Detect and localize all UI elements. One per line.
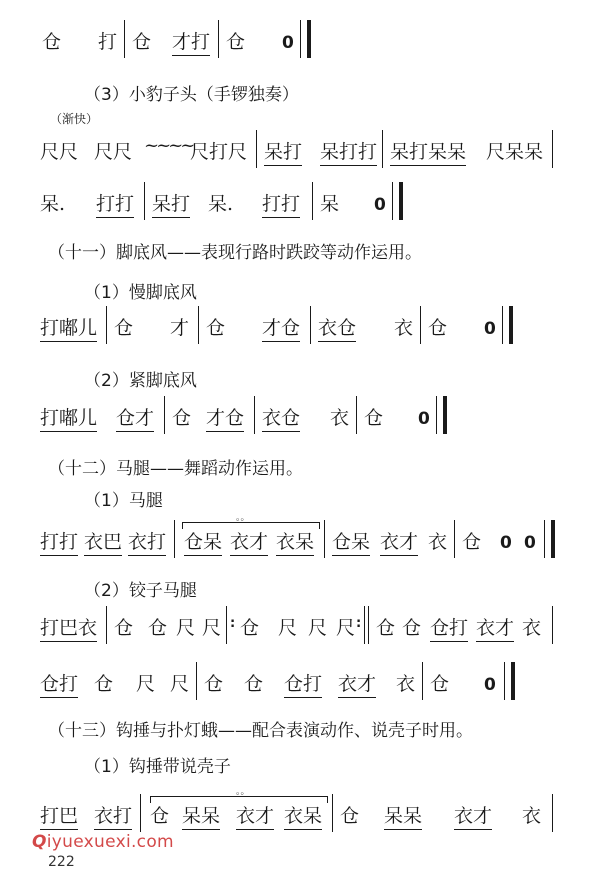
- bar-line: [454, 520, 455, 558]
- notation-line-9: [40, 787, 569, 832]
- note: 衣: [522, 805, 542, 827]
- note: 打嘟儿: [40, 317, 98, 339]
- bar-line: [382, 130, 383, 168]
- notation-line-4: [40, 304, 569, 344]
- page-number: 222: [48, 854, 75, 870]
- rest-zero: 0: [484, 675, 496, 695]
- notation-line-6: [40, 513, 569, 558]
- note: 仓: [150, 805, 170, 827]
- note: 呆打: [152, 193, 191, 215]
- note: 仓: [94, 673, 114, 695]
- note: 仓才: [116, 407, 155, 429]
- note: 仓: [462, 531, 482, 553]
- bar-line: [254, 396, 255, 434]
- notation-line-2: [40, 128, 569, 168]
- note: 衣才: [236, 805, 275, 827]
- note: 衣才: [338, 673, 377, 695]
- note: 衣才: [476, 617, 515, 639]
- note: 衣才: [230, 531, 269, 553]
- bar-line: [310, 306, 311, 344]
- ring-marks: 。。: [236, 787, 250, 797]
- note: 衣才: [380, 531, 419, 553]
- bar-line: [174, 520, 175, 558]
- bar-line: [552, 130, 553, 168]
- rest-zero: 0: [484, 319, 496, 339]
- tempo-mark: （渐快）: [50, 112, 99, 126]
- bar-line: [422, 662, 423, 700]
- final-bar: [300, 20, 311, 58]
- note: 尺呆呆: [486, 141, 544, 163]
- notation-line-5: [40, 394, 569, 434]
- note: 仓: [172, 407, 192, 429]
- note: 衣: [428, 531, 448, 553]
- note: 呆.: [208, 193, 234, 215]
- bar-line: [332, 794, 333, 832]
- bar-line: [364, 606, 365, 644]
- bar-line: [164, 396, 165, 434]
- note: 呆呆: [182, 805, 221, 827]
- bar-line: [552, 794, 553, 832]
- sub-heading: （1）慢脚底风: [84, 283, 197, 303]
- note: 衣仓: [262, 407, 301, 429]
- final-bar: [436, 396, 447, 434]
- note: 尺打尺: [190, 141, 248, 163]
- note: 呆: [320, 193, 340, 215]
- note: 仓呆: [184, 531, 223, 553]
- note: 衣呆: [284, 805, 323, 827]
- note: 尺: [278, 617, 298, 639]
- note: 衣打: [128, 531, 167, 553]
- note: 衣: [394, 317, 414, 339]
- note: 尺: [308, 617, 328, 639]
- note: 尺: [170, 673, 190, 695]
- notation-line-1: [40, 18, 569, 58]
- note: 尺尺: [94, 141, 133, 163]
- note: 打: [98, 31, 118, 53]
- note: 仓: [430, 673, 450, 695]
- note: 衣呆: [276, 531, 315, 553]
- note: 打打: [40, 531, 79, 553]
- repeat-dots: :: [356, 616, 362, 631]
- note: 才仓: [262, 317, 301, 339]
- sub-heading: （2）铰子马腿: [84, 581, 197, 601]
- note: 仓: [340, 805, 360, 827]
- note: 仓: [206, 317, 226, 339]
- rest-zero: 0: [500, 533, 512, 553]
- note: 才仓: [206, 407, 245, 429]
- sub-heading: （2）紧脚底风: [84, 371, 197, 391]
- watermark-text: iyuexuexi.com: [46, 832, 174, 852]
- note: 尺: [136, 673, 156, 695]
- note: 衣: [396, 673, 416, 695]
- note: 仓: [132, 31, 152, 53]
- final-bar: [502, 306, 513, 344]
- note: 呆打呆呆: [390, 141, 467, 163]
- note: 打嘟儿: [40, 407, 98, 429]
- bar-line: [226, 606, 227, 644]
- repeat-bracket: [150, 796, 328, 803]
- note: 才打: [172, 31, 211, 53]
- note: 尺: [202, 617, 222, 639]
- repeat-dots: :: [230, 616, 236, 631]
- final-bar: [392, 182, 403, 220]
- sub-heading: （1）马腿: [84, 491, 163, 511]
- watermark: [32, 832, 174, 852]
- section-heading: （十二）马腿——舞蹈动作运用。: [48, 459, 303, 479]
- note: 仓: [204, 673, 224, 695]
- note: 仓: [376, 617, 396, 639]
- note: 打巴衣: [40, 617, 98, 639]
- note: 仓: [226, 31, 246, 53]
- note: 仓打: [430, 617, 469, 639]
- note: 衣才: [454, 805, 493, 827]
- note: 打巴: [40, 805, 79, 827]
- note: 呆打: [264, 141, 303, 163]
- note: 仓: [428, 317, 448, 339]
- rest-zero: 0: [282, 33, 294, 53]
- note: 仓: [114, 317, 134, 339]
- rest-zero: 0: [524, 533, 536, 553]
- rest-zero: 0: [418, 409, 430, 429]
- note: 仓打: [284, 673, 323, 695]
- note: 仓: [114, 617, 134, 639]
- note: 衣: [330, 407, 350, 429]
- tremolo-mark: ~~~~: [144, 135, 193, 156]
- ring-marks: 。。: [236, 513, 250, 523]
- sub-heading: （1）钩捶带说壳子: [84, 757, 231, 777]
- section-heading: （十一）脚底风——表现行路时跌跤等动作运用。: [48, 243, 422, 263]
- bar-line: [420, 306, 421, 344]
- bar-line: [140, 794, 141, 832]
- bar-line: [106, 606, 107, 644]
- bar-line: [124, 20, 125, 58]
- section-heading: （十三）钩捶与扑灯蛾——配合表演动作、说壳子时用。: [48, 721, 473, 741]
- note: 衣巴: [84, 531, 123, 553]
- bar-line: [324, 520, 325, 558]
- note: 才: [170, 317, 190, 339]
- bar-line: [552, 606, 553, 644]
- note: 仓: [244, 673, 264, 695]
- bar-line: [144, 182, 145, 220]
- notation-line-8: [40, 660, 569, 700]
- section-heading: （3）小豹子头（手锣独奏）: [84, 85, 299, 105]
- note: 尺尺: [40, 141, 79, 163]
- note: 呆呆: [384, 805, 423, 827]
- note: 仓: [364, 407, 384, 429]
- note: 仓: [148, 617, 168, 639]
- note: 尺: [176, 617, 196, 639]
- note: 衣仓: [318, 317, 357, 339]
- note: 呆打打: [320, 141, 378, 163]
- bar-line: [356, 396, 357, 434]
- note: 仓: [42, 31, 62, 53]
- notation-line-3: [40, 180, 569, 220]
- note: 打打: [96, 193, 135, 215]
- repeat-bracket: [182, 522, 320, 529]
- bar-line: [312, 182, 313, 220]
- rest-zero: 0: [374, 195, 386, 215]
- watermark-logo: Q: [32, 832, 47, 852]
- final-bar: [544, 520, 555, 558]
- notation-line-7: [40, 604, 569, 644]
- final-bar: [504, 662, 515, 700]
- note: 衣打: [94, 805, 133, 827]
- note: 衣: [522, 617, 542, 639]
- note: 打打: [262, 193, 301, 215]
- bar-line: [198, 306, 199, 344]
- bar-line: [218, 20, 219, 58]
- note: 仓打: [40, 673, 79, 695]
- bar-line: [256, 130, 257, 168]
- bar-line: [106, 306, 107, 344]
- note: 尺: [336, 617, 356, 639]
- note: 呆.: [40, 193, 66, 215]
- bar-line: [196, 662, 197, 700]
- note: 仓: [402, 617, 422, 639]
- note: 仓: [240, 617, 260, 639]
- bar-line: [368, 606, 369, 644]
- note: 仓呆: [332, 531, 371, 553]
